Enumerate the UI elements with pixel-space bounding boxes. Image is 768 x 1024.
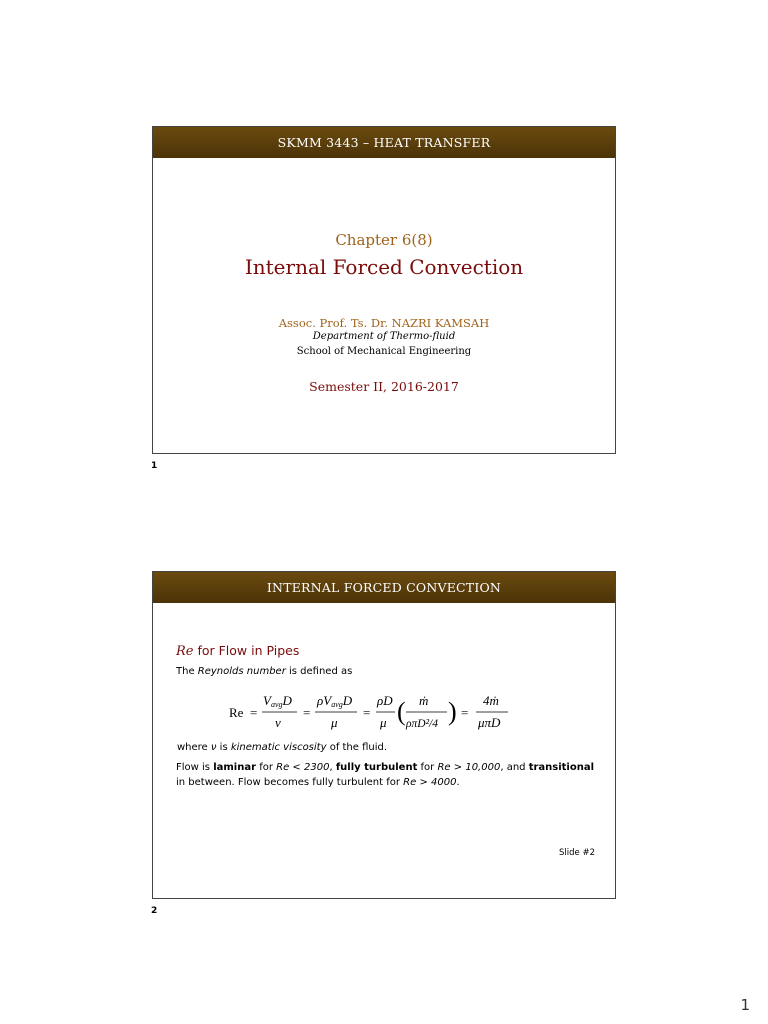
definition-text [176,666,352,677]
eq-equals: = [461,705,469,720]
slide-2 [152,571,616,899]
flow-part: , [329,762,336,773]
author-name: Assoc. Prof. Ts. Dr. NAZRI KAMSAH [278,316,490,330]
flow-regime-text [176,760,594,790]
eq-paren-right: ) [448,697,457,726]
definition-part: The [176,666,198,677]
slide-1-page-number: 1 [151,461,158,471]
flow-part: for [256,762,277,773]
slide-2-header: INTERNAL FORCED CONVECTION [153,572,615,603]
where-part: where [177,742,211,753]
flow-turbulent: fully turbulent [335,762,418,773]
flow-part: Flow is [176,762,214,773]
definition-part: is defined as [285,666,353,677]
slide-1 [152,126,616,454]
chapter-label: Chapter 6(8) [335,231,433,249]
section-heading [176,643,299,659]
slide-label: Slide #2 [559,848,595,858]
flow-re-laminar: Re < 2300 [276,762,330,773]
flow-laminar: laminar [213,762,257,773]
flow-part: . [456,777,460,788]
heading-rest: for Flow in Pipes [193,643,300,658]
eq-f2-num: ρVavgD [317,693,353,709]
eq-f1-num: VavgD [263,693,292,709]
eq-lhs: Re [229,705,244,720]
reynolds-equation [225,690,525,734]
where-part: of the fluid. [326,742,388,753]
department: Department of Thermo-fluid [312,331,456,342]
eq-f1-den: ν [275,715,281,730]
eq-f4-den: ρπD²/4 [406,718,438,730]
where-part: is [216,742,231,753]
slide-1-header: SKMM 3443 – HEAT TRANSFER [153,127,615,158]
flow-re-turbulent: Re > 10,000 [437,762,501,773]
eq-f2-den: μ [331,715,338,730]
semester: Semester II, 2016-2017 [309,379,459,394]
flow-re-threshold: Re > 4000 [403,777,457,788]
eq-equals: = [363,705,371,720]
where-term: kinematic viscosity [230,742,327,753]
definition-term: Reynolds number [197,666,286,677]
eq-equals: = [303,705,311,720]
document-page-number: 1 [740,996,750,1014]
heading-re: Re [176,644,194,659]
flow-part: for [417,762,438,773]
where-text [177,742,387,753]
where-symbol: ν [210,742,217,753]
eq-paren-left: ( [397,697,406,726]
flow-part: in between. Flow becomes fully turbulent for [176,777,404,788]
slide-2-page-number: 2 [151,906,158,916]
flow-transitional: transitional [528,762,595,773]
eq-equals: = [250,705,258,720]
school: School of Mechanical Engineering [296,346,472,357]
eq-f3-den: μ [380,715,387,730]
eq-f3-num: ρD [377,693,393,708]
eq-f5-num: 4ṁ [483,693,499,708]
eq-f5-den: μπD [478,715,501,730]
slide-title: Internal Forced Convection [244,255,524,279]
flow-part: , and [500,762,529,773]
eq-f4-num: ṁ [419,693,429,708]
